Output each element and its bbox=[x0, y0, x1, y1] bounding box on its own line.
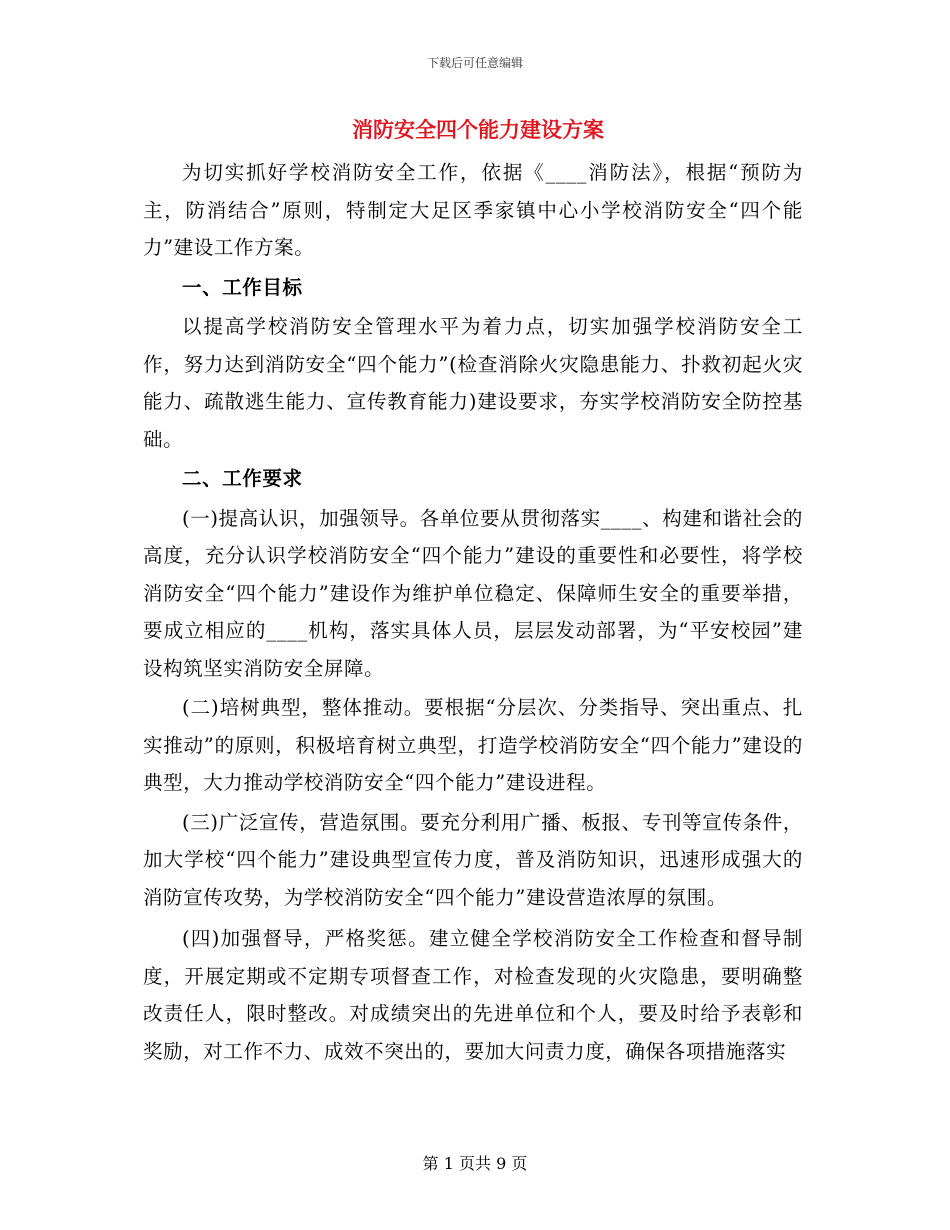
requirement-paragraph-2: (二)培树典型，整体推动。要根据“分层次、分类指导、突出重点、扎实推动”的原则，积极培育树立典型，打造学校消防安全“四个能力”建设的典型，大力推动学校消防安全“四个能力”建设进程。 bbox=[143, 696, 803, 794]
page-indicator: 第 1 页共 9 页 bbox=[422, 1154, 528, 1173]
intro-paragraph: 为切实抓好学校消防安全工作，依据《____消防法》，根据“预防为主，防消结合”原则，特制定大足区季家镇中心小学校消防安全“四个能力”建设工作方案。 bbox=[143, 161, 803, 259]
goals-paragraph: 以提高学校消防安全管理水平为着力点，切实加强学校消防安全工作，努力达到消防安全“四个能力”(检查消除火灾隐患能力、扑救初起火灾能力、疏散逃生能力、宣传教育能力)建设要求，夯实学校消防安全防控基础。 bbox=[143, 315, 803, 451]
section-heading-requirements: 二、工作要求 bbox=[182, 467, 303, 490]
section-heading-goals: 一、工作目标 bbox=[182, 275, 303, 299]
requirement-paragraph-1: (一)提高认识，加强领导。各单位要从贯彻落实____、构建和谐社会的高度，充分认识学校消防安全“四个能力”建设的重要性和必要性，将学校消防安全“四个能力”建设作为维护单位稳定、保障师生安全的重要举措，要成立相应的____机构，落实具体人员，层层发动部署，为“平安校园”建设构筑坚实消防安全屏障。 bbox=[143, 506, 803, 680]
document-body bbox=[143, 108, 803, 1070]
document-title: 消防安全四个能力建设方案 bbox=[352, 117, 604, 142]
requirement-paragraph-3: (三)广泛宣传，营造氛围。要充分利用广播、板报、专刊等宣传条件，加大学校“四个能力”建设典型宣传力度，普及消防知识，迅速形成强大的消防宣传攻势，为学校消防安全“四个能力”建设营造浓厚的氛围。 bbox=[143, 810, 803, 909]
requirement-paragraph-4: (四)加强督导，严格奖惩。建立健全学校消防安全工作检查和督导制度，开展定期或不定期专项督查工作，对检查发现的火灾隐患，要明确整改责任人，限时整改。对成绩突出的先进单位和个人，要及时给予表彰和奖励，对工作不力、成效不突出的，要加大问责力度，确保各项措施落实 bbox=[143, 927, 803, 1063]
header-note: 下载后可任意编辑 bbox=[426, 56, 523, 70]
